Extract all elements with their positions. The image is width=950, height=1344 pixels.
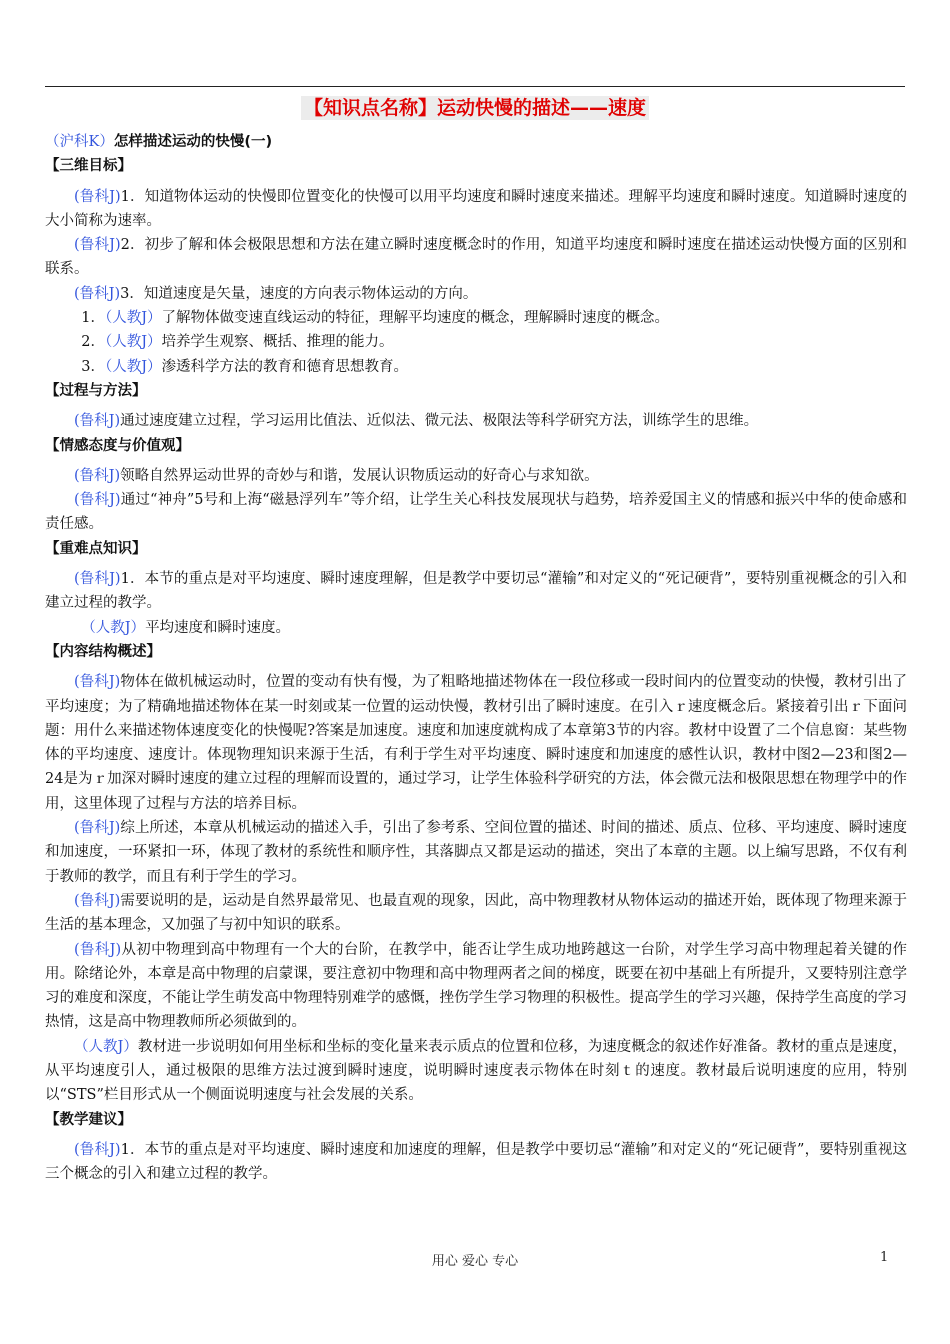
source-tag: （人教J） [74, 1038, 138, 1055]
paragraph: （人教J）教材进一步说明如何用坐标和坐标的变化量来表示质点的位置和位移，为速度概念的叙述作好准备。教材的重点是速度，从平均速度引人，通过极限的思维方法过渡到瞬时速度，说明瞬时速度表示物体在时刻ｔ的速度。教材最后说明速度的应用，特别以“STS”栏目形式从一个侧面说明速度与社会发展的关系。 [45, 1038, 907, 1104]
source-tag: (鲁科J) [74, 892, 121, 909]
page-footer: 用心 爱心 专心 [431, 1254, 519, 1269]
source-tag: (鲁科J) [74, 1141, 121, 1158]
document-body [45, 130, 907, 1186]
paragraph: (鲁科J)通过“神舟”5号和上海“磁悬浮列车”等介绍，让学生关心科技发展现状与趋势，培养爱国主义的情感和振兴中华的使命感和责任感。 [45, 492, 907, 533]
section-heading-key-points: 【重难点知识】 [45, 540, 147, 557]
source-tag: (鲁科J) [74, 285, 121, 302]
section-heading-process: 【过程与方法】 [45, 382, 147, 399]
source-tag: (鲁科J) [74, 237, 121, 254]
list-item: 3．（人教J）渗透科学方法的教育和德育思想教育。 [81, 358, 409, 375]
paragraph: (鲁科J)综上所述，本章从机械运动的描述入手，引出了参考系、空间位置的描述、时间的描述、质点、位移、平均速度、瞬时速度和加速度，一环紧扣一环，体现了教材的系统性和顺序性，其落脚点又都是运动的描述，突出了本章的主题。以上编写思路，不仅有利于教师的教学，而且有利于学生的学习。 [45, 820, 907, 885]
source-tag: (鲁科J) [74, 467, 121, 484]
source-tag: (鲁科J) [74, 820, 121, 837]
source-tag: (鲁科J) [74, 492, 121, 509]
header-rule [45, 86, 905, 87]
section-heading-attitude: 【情感态度与价值观】 [45, 437, 190, 454]
source-tag: （人教J） [81, 619, 146, 636]
paragraph: (鲁科J)需要说明的是，运动是自然界最常见、也最直观的现象，因此，高中物理教材从物体运动的描述开始，既体现了物理来源于生活的基本理念，又加强了与初中知识的联系。 [45, 892, 907, 934]
page-title: 【知识点名称】运动快慢的描述——速度 [0, 94, 950, 122]
section-heading-teaching-advice: 【教学建议】 [45, 1111, 132, 1128]
paragraph: (鲁科J)1．本节的重点是对平均速度、瞬时速度理解，但是教学中要切忌“灌输”和对定义的“死记硬背”，要特别重视概念的引入和建立过程的教学。 [45, 571, 907, 612]
list-item: 2．（人教J）培养学生观察、概括、推理的能力。 [81, 334, 394, 351]
paragraph: (鲁科J)领略自然界运动世界的奇妙与和谐，发展认识物质运动的好奇心与求知欲。 [74, 467, 599, 484]
source-tag: (鲁科J) [74, 941, 122, 958]
source-tag: (鲁科J) [74, 674, 121, 691]
source-tag: （人教J） [104, 310, 162, 327]
paragraph: (鲁科J)1．本节的重点是对平均速度、瞬时速度和加速度的理解，但是教学中要切忌“灌输”和对定义的“死记硬背”，要特别重视这三个概念的引入和建立过程的教学。 [45, 1141, 907, 1183]
source-tag: （人教J） [104, 334, 162, 351]
paragraph: (鲁科J)2．初步了解和体会极限思想和方法在建立瞬时速度概念时的作用，知道平均速度和瞬时速度在描述运动快慢方面的区别和联系。 [45, 237, 907, 278]
source-tag: (鲁科J) [74, 571, 121, 588]
source-tag: （人教J） [104, 358, 162, 375]
page-number: 1 [880, 1250, 889, 1265]
paragraph: (鲁科J)通过速度建立过程，学习运用比值法、近似法、微元法、极限法等科学研究方法，训练学生的思维。 [74, 413, 759, 430]
paragraph: (鲁科J)物体在做机械运动时，位置的变动有快有慢，为了粗略地描述物体在一段位移或一段时间内的位置变动的快慢，教材引出了平均速度；为了精确地描述物体在某一时刻或某一位置的运动快慢，教材引出了瞬时速度。在引入ｒ速度概念后。紧接着引出ｒ下面问题：用什么来描述物体速度变化的快慢呢?答案是加速度。速度和加速度就构成了本章第3节的内容。教材中设置了二个信息窗：某些物体的平均速度、速度计。体现物理知识来源于生活，有利于学生对平均速度、瞬时速度和加速度的感性认识，教材中图2—23和图2—24是为ｒ加深对瞬时速度的建立过程的理解而设置的，通过学习，让学生体验科学研究的方法，体会微元法和极限思想在物理学中的作用，这里体现了过程与方法的培养目标。 [45, 674, 907, 812]
source-tag: (鲁科J) [74, 413, 121, 430]
source-tag: (鲁科J) [74, 188, 121, 205]
list-item: 1．（人教J）了解物体做变速直线运动的特征，理解平均速度的概念，理解瞬时速度的概念。 [81, 310, 670, 327]
source-tag: （沪科K） [45, 134, 114, 150]
paragraph: (鲁科J)从初中物理到高中物理有一个大的台阶，在教学中，能否让学生成功地跨越这一台阶，对学生学习高中物理起着关键的作用。除绪论外，本章是高中物理的启蒙课，要注意初中物理和高中物理两者之间的梯度，既要在初中基础上有所提升，又要特别注意学习的难度和深度，不能让学生萌发高中物理特别难学的感慨，挫伤学生学习物理的积极性。提高学生的学习兴趣，保持学生高度的学习热情，这是高中物理教师所必须做到的。 [45, 941, 907, 1031]
paragraph: (鲁科J)1．知道物体运动的快慢即位置变化的快慢可以用平均速度和瞬时速度来描述。理解平均速度和瞬时速度。知道瞬时速度的大小简称为速率。 [45, 188, 907, 229]
section-heading-goals: 【三维目标】 [45, 158, 132, 175]
paragraph: （人教J）平均速度和瞬时速度。 [81, 619, 291, 636]
paragraph: (鲁科J)3．知道速度是矢量，速度的方向表示物体运动的方向。 [74, 285, 478, 302]
lesson-subtitle: （沪科K）怎样描述运动的快慢(一) [45, 134, 273, 150]
section-heading-overview: 【内容结构概述】 [45, 643, 161, 660]
